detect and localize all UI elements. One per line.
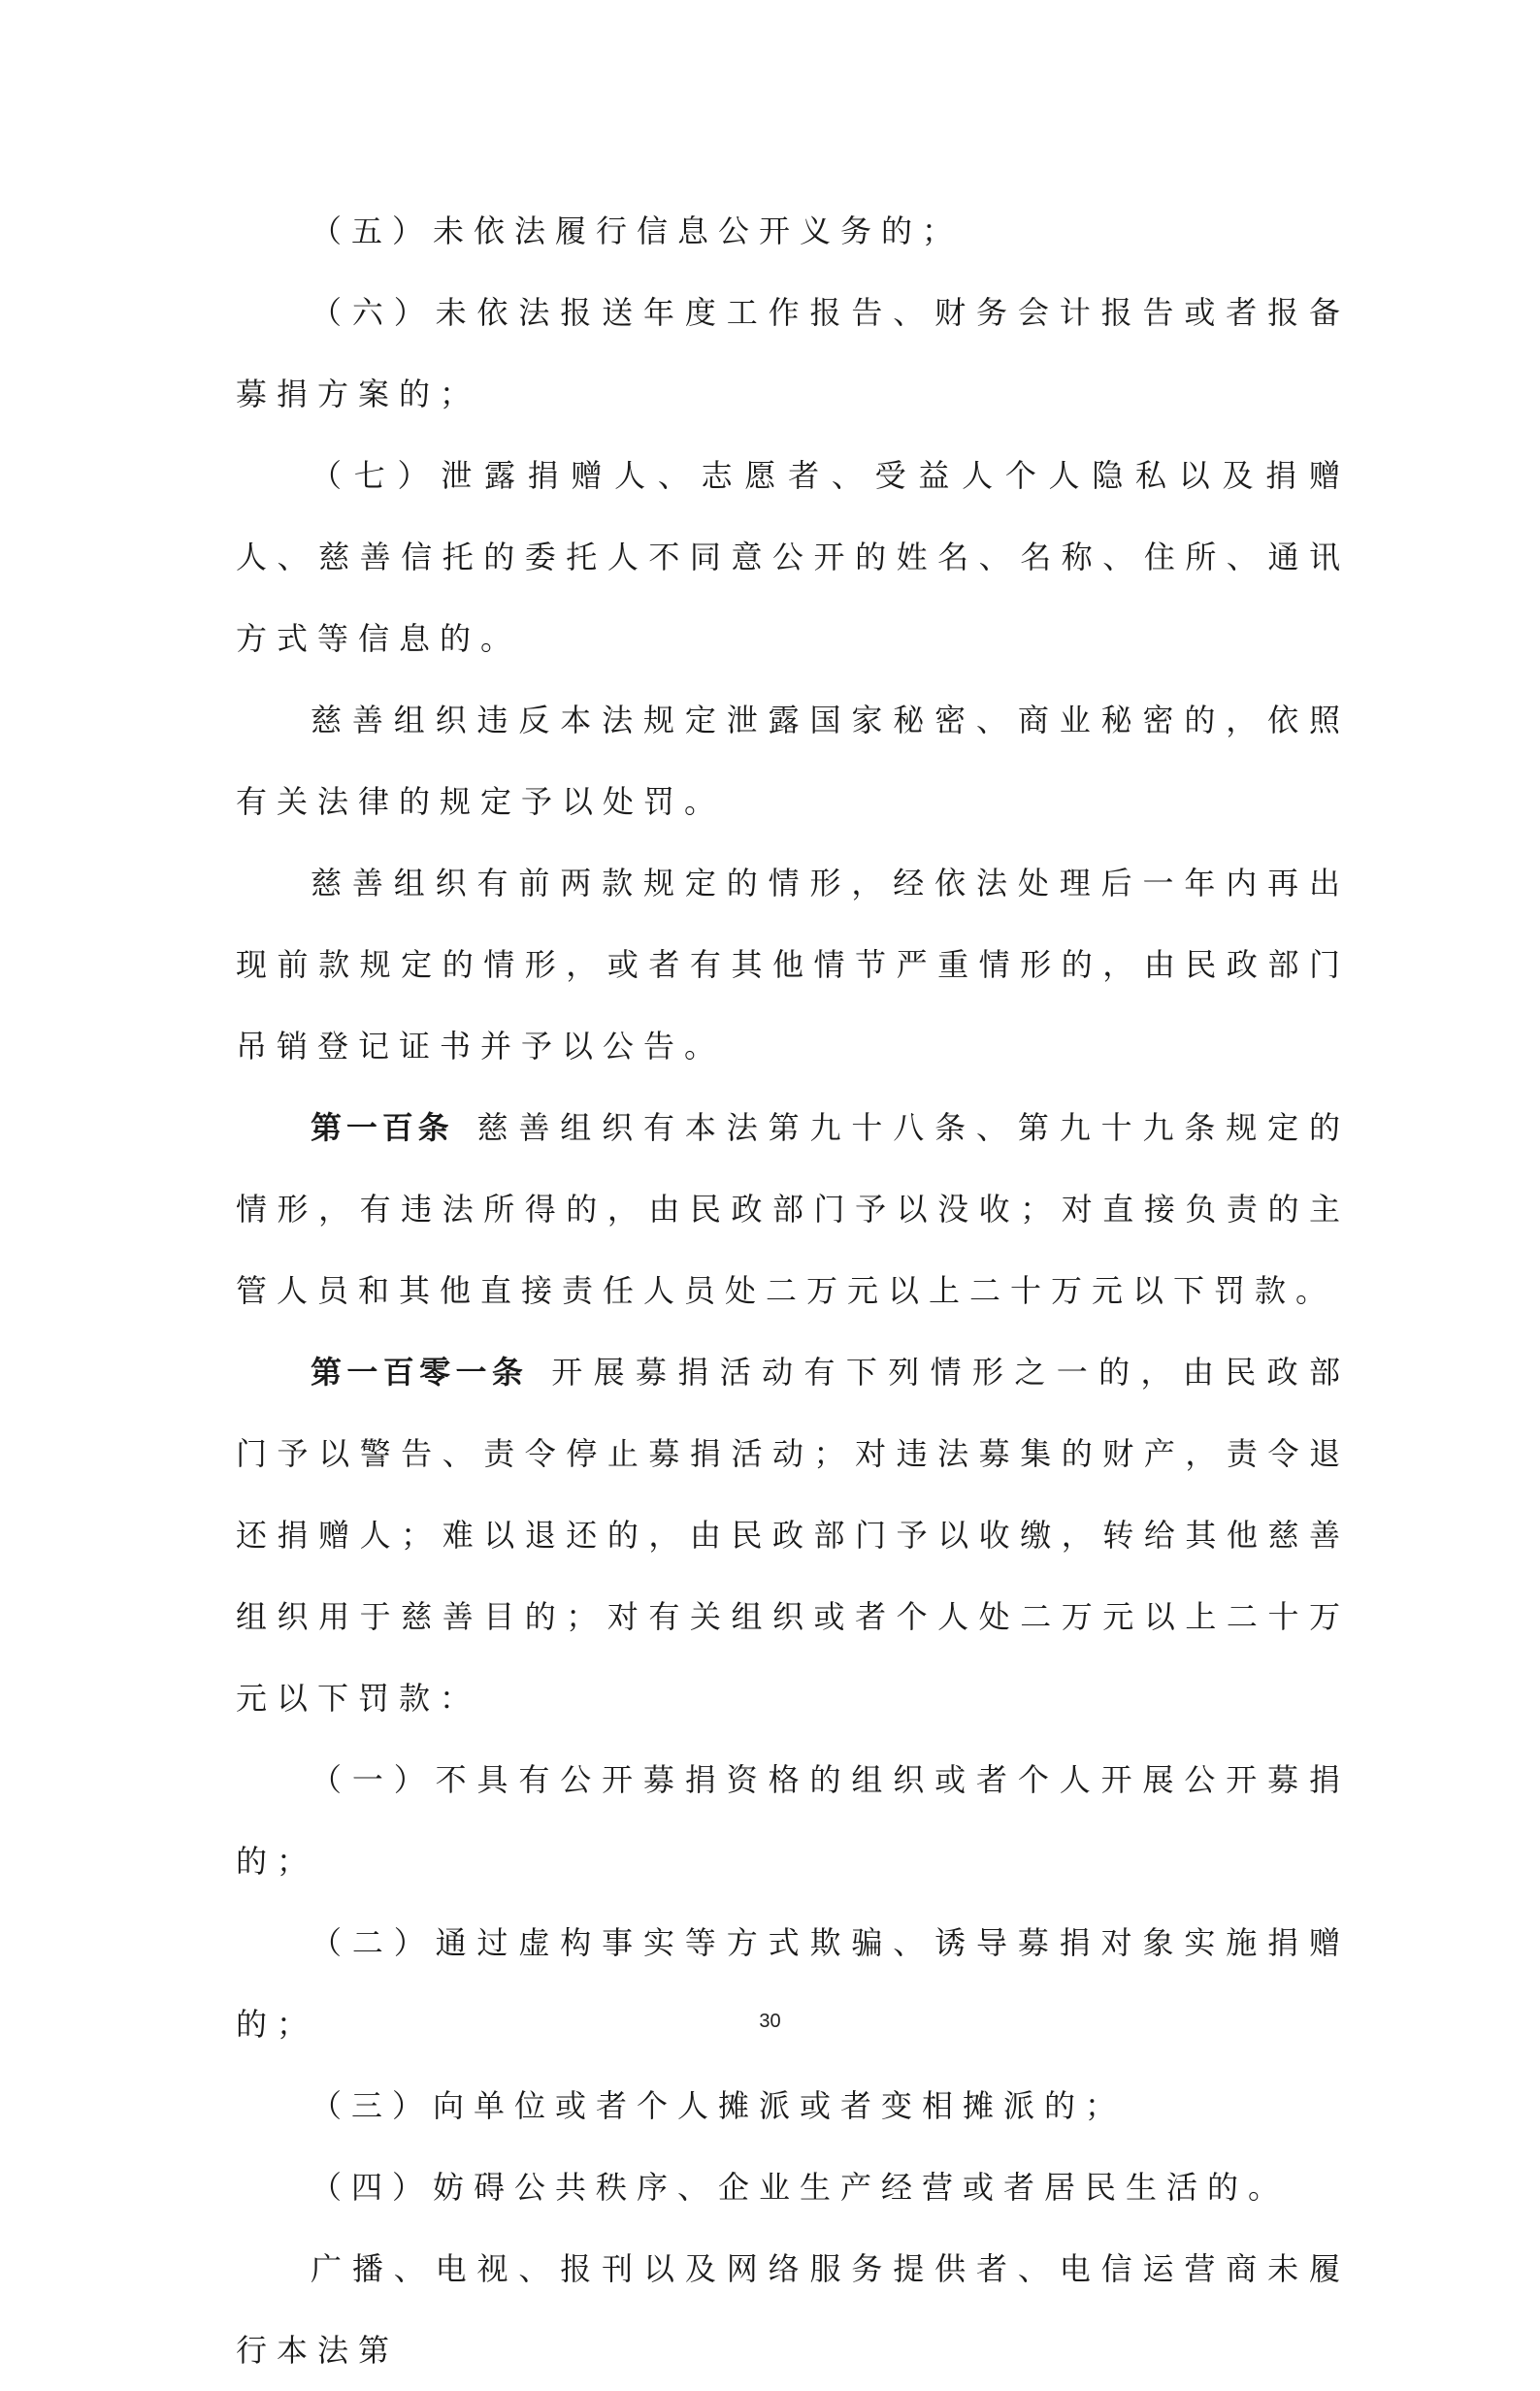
list-item-1: （一）不具有公开募捐资格的组织或者个人开展公开募捐的； (236, 1761, 1350, 1880)
list-item-3: （三）向单位或者个人摊派或者变相摊派的； (311, 2087, 1127, 2124)
article-101-heading: 第一百零一条 (311, 1354, 529, 1391)
article-101-body: 开展募捐活动有下列情形之一的，由民政部门予以警告、责令停止募捐活动；对违法募集的财产，责令退还捐赠人；难以退还的，由民政部门予以收缴，转给其他慈善组织用于慈善目的；对有关组织或者个人处二万元以上二十万元以下罚款： (236, 1354, 1350, 1717)
paragraph-item-6: （六）未依法报送年度工作报告、财务会计报告或者报备募捐方案的； (236, 294, 1350, 412)
paragraph-item-7: （七）泄露捐赠人、志愿者、受益人个人隐私以及捐赠人、慈善信托的委托人不同意公开的姓名、名称、住所、通讯方式等信息的。 (236, 457, 1350, 657)
page-number: 30 (759, 2011, 781, 2032)
list-item-2: （二）通过虚构事实等方式欺骗、诱导募捐对象实施捐赠的； (236, 1924, 1350, 2043)
paragraph-revocation: 慈善组织有前两款规定的情形，经依法处理后一年内再出现前款规定的情形，或者有其他情节严重情形的，由民政部门吊销登记证书并予以公告。 (236, 865, 1350, 1064)
article-100-body: 慈善组织有本法第九十八条、第九十九条规定的情形，有违法所得的，由民政部门予以没收；对直接负责的主管人员和其他直接责任人员处二万元以上二十万元以下罚款。 (236, 1109, 1350, 1309)
document-body (236, 190, 1350, 2391)
paragraph-broadcast: 广播、电视、报刊以及网络服务提供者、电信运营商未履行本法第 (236, 2250, 1350, 2369)
paragraph-state-secrets: 慈善组织违反本法规定泄露国家秘密、商业秘密的，依照有关法律的规定予以处罚。 (236, 702, 1350, 820)
article-100 (236, 1087, 1350, 1331)
list-item-4: （四）妨碍公共秩序、企业生产经营或者居民生活的。 (311, 2169, 1290, 2206)
article-101 (236, 1331, 1350, 1739)
article-100-heading: 第一百条 (311, 1109, 454, 1146)
paragraph-item-5: （五）未依法履行信息公开义务的； (311, 213, 964, 249)
